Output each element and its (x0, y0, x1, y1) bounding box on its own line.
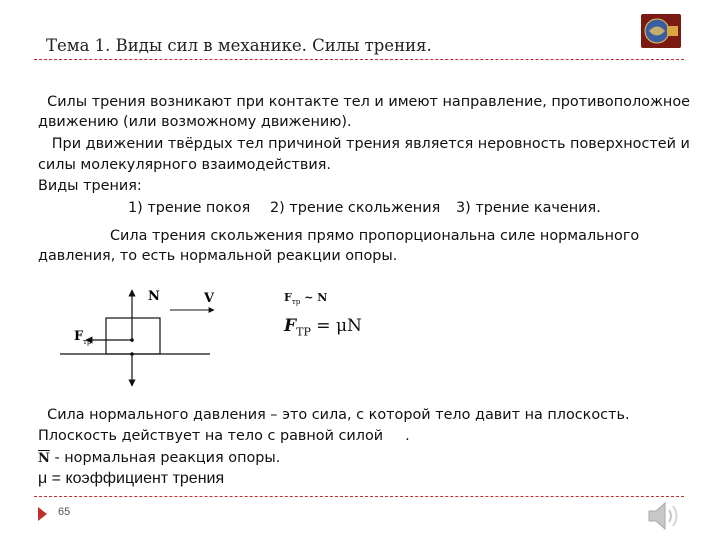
label-n: N (148, 289, 160, 304)
formula-rest: = μN (310, 316, 362, 336)
paragraph-1-line-2: движению (или возможному движению). (38, 114, 352, 130)
paragraph-text: - нормальная реакция опоры. (49, 450, 281, 466)
header-divider (34, 59, 684, 60)
speaker-icon[interactable] (645, 498, 685, 534)
triangle-right-icon[interactable] (38, 507, 47, 521)
body-block (106, 318, 160, 354)
page-title: Тема 1. Виды сил в механике. Силы трения. (46, 36, 432, 55)
friction-types-heading: Виды трения: (38, 178, 142, 194)
paragraph-4-line-3 (38, 448, 280, 470)
label-v: V (204, 291, 215, 306)
paragraph-text: Плоскость действует на тело с равной силой (38, 428, 384, 444)
paragraph-2-line-2: силы молекулярного взаимодействия. (38, 157, 331, 173)
friction-type-static: 1) трение покоя (128, 200, 251, 216)
page-number: 65 (58, 506, 71, 518)
force-diagram (60, 282, 240, 392)
paragraph-4-line-1 (38, 405, 630, 426)
paragraph-1-line-1 (38, 92, 690, 113)
label-f: F (74, 329, 84, 344)
formula-subscript: ТР (296, 325, 311, 339)
paragraph-3-line-2: давления, то есть нормальной реакции опоры. (38, 248, 398, 264)
formula-subscript: тр (291, 297, 301, 307)
friction-formula (284, 316, 362, 338)
footer-divider (34, 496, 684, 497)
proportionality-formula (284, 291, 327, 306)
paragraph-text: Сила нормального давления – это сила, с которой тело давит на плоскость. (47, 407, 630, 423)
label-f-sub: тр (83, 338, 92, 346)
formula-symbol: F (284, 316, 297, 336)
mu-definition: μ = коэффициент трения (38, 470, 225, 487)
formula-rest: ~ N (300, 291, 328, 304)
paragraph-2-line-1 (38, 134, 690, 155)
formula-symbol: F (284, 291, 292, 304)
friction-type-sliding: 2) трение скольжения (270, 200, 441, 216)
paragraph-4-line-2 (38, 426, 410, 447)
emblem-icon (641, 14, 681, 48)
friction-type-rolling: 3) трение качения. (456, 200, 601, 216)
n-symbol: $\overline{N}$ (38, 451, 50, 466)
paragraph-text: Силы трения возникают при контакте тел и имеют направление, противоположное (47, 94, 690, 110)
paragraph-3-line-1: Сила трения скольжения прямо пропорциональна силе нормального (110, 228, 640, 244)
paragraph-text: При движении твёрдых тел причиной трения является неровность поверхностей и (51, 136, 690, 152)
paragraph-text-end: . (405, 428, 410, 444)
